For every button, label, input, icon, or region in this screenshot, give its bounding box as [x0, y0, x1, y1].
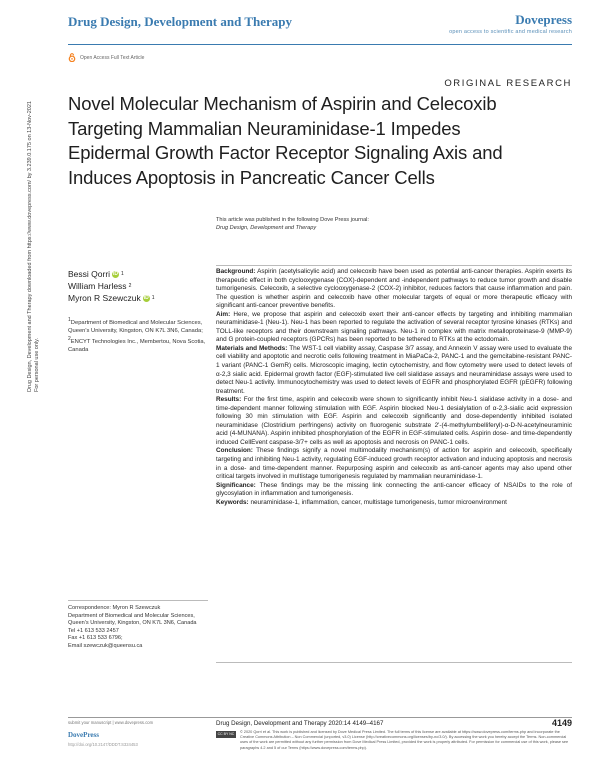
personal-use-line: For personal use only. [34, 337, 41, 392]
author [68, 268, 155, 280]
correspondence-author: Correspondence: Myron R Szewczuk [68, 605, 161, 611]
author [68, 292, 155, 304]
abstract-bottom-divider [216, 662, 572, 663]
orcid-icon[interactable]: iD [113, 270, 119, 277]
dovepress-logo[interactable]: DovePress [68, 731, 99, 739]
author [68, 280, 155, 292]
abstract-conclusion: Conclusion: These findings signify a novel multimodality mechanism(s) of action for aspirin and celecoxib, specifically targeting and inhibiting Neu-1 activity, regulating EGF-induced growth receptor activation and inducing apoptosis and necrosis in a dose- and time-dependent manner. Repurposing aspirin and celecoxib as anti-cancer agents may also upend other critical targets involved in multistage tumorigenesis regulated by mammalian neuraminidase-1. [216, 447, 572, 481]
title-line: Novel Molecular Mechanism of Aspirin and Celecoxib [68, 93, 497, 114]
published-note-line: This article was published in the following Dove Press journal: [216, 217, 369, 223]
abstract-significance: Significance: These findings may be the missing link connecting the anti-cancer efficacy of NSAIDs to the role of glycosylation in inflammation and tumorigenesis. [216, 481, 572, 498]
abstract-results: Results: For the first time, aspirin and celecoxib were shown to significantly inhibit Neu-1 sialidase activity in a dose- and time-dependent manner following stimulation with EGF. Aspirin blocked Neu-1 desialylation of α-2,3-sialic acid expression following 30 min stimulation with EGF. Aspirin and celecoxib significantly and dose-dependently inhibited isolated neuraminidase (Clostridium perfringens) activity on fluorogenic substrate 2'-(4-methylumbelliferyl)-α-D-N-acetylneuraminic acid (4-MUNANA). Aspirin inhibited phosphorylation of the EGFR in EGF-stimulated cells. Aspirin dose- and time-dependently induced CellEvent caspase-3/7+ cells as well as apoptosis and necrosis on PANC-1 cells. [216, 396, 572, 446]
published-journal: Drug Design, Development and Therapy [216, 225, 317, 231]
affiliation-1: 1Department of Biomedical and Molecular Sciences, Queen's University, Kingston, ON K7L 3N6, Canada; [68, 317, 203, 334]
header-divider [68, 44, 572, 45]
open-access-label [68, 53, 144, 62]
author-name: William Harless [68, 281, 127, 292]
publisher-logo[interactable]: Dovepress [515, 12, 572, 27]
author-affiliation-mark: 1 [121, 271, 124, 277]
article-title [68, 92, 572, 190]
author-list [68, 268, 155, 305]
correspondence-fax: Fax +1 613 533 6796; [68, 635, 123, 642]
abstract-methods: Materials and Methods: The WST-1 cell viability assay, Caspase 3/7 assay, and Annexin V assay were used to evaluate the cell viability and apoptotic and necrotic cells following treatment in MiaPaCa-2, PANC-1 and the gemcitabine-resistant PANC-1 variant (PANC-1 GemR) cells. Microscopic imaging, lectin cytochemistry, and flow cytometry were used to detect levels of α-2,3 sialic acid. Epidermal growth factor (EGF)-stimulated live cell sialidase assays and neuraminidase assays were used to detect Neu-1 activity. Immunocytochemistry was used to detect levels of EGFR and phosphorylated EGFR (pEGFR) following treatment. [216, 344, 572, 395]
author-affiliation-mark: 2 [128, 283, 132, 290]
doi-link[interactable]: http://doi.org/10.2147/DDDT.S324453 [68, 742, 138, 747]
cc-license-icon[interactable]: CC BY NC [217, 732, 235, 736]
correspondence-divider [68, 600, 208, 601]
article-type: ORIGINAL RESEARCH [444, 78, 572, 89]
publisher-tagline: open access to scientific and medical research [449, 29, 572, 35]
affiliation-2: 2ENCYT Technologies Inc., Membertou, Nova Scotia, Canada [68, 335, 206, 353]
author-name: Myron R Szewczuk [68, 293, 141, 304]
license-text: © 2020 Qorri et al. This work is published and licensed by Dove Medical Press Limited. The full terms of this license are available at https://www.dovepress.com/terms.php and incorporate the Creative Commons Attribution – Non Commercial (unported, v3.0) License (http://creativecommons.org/licenses/by-nc/3.0/). By accessing the work you hereby accept the Terms. Non-commercial uses of the work are permitted without any further permission from Dove Medical Press Limited, provided the work is properly attributed. For permission for commercial use of this work, please see paragraphs 4.2 and 5 of our Terms (https://www.dovepress.com/terms.php). [240, 730, 569, 750]
orcid-icon[interactable]: iD [143, 295, 149, 301]
abstract-keywords: Keywords: neuraminidase-1, inflammation, cancer, multistage tumorigenesis, tumor microenvironment [216, 498, 507, 506]
page-number: 4149 [551, 718, 572, 728]
abstract-background: Background: Aspirin (acetylsalicylic acid) and celecoxib have been used as potential anti-cancer therapies. Aspirin exerts its therapeutic effect in both cyclooxygenase (COX)-dependent and -independent pathways to reduce tumor growth and disable tumorigenesis. Celecoxib, a selective cyclooxygenase-2 (COX-2) inhibitor, reduces factors that cause inflammation and pain. The question is whether aspirin and celecoxib have other molecular targets of equal or more therapeutic efficacy with significant anti-cancer preventive benefits. [216, 268, 572, 310]
author-affiliation-mark: 1 [151, 295, 155, 302]
abstract-aim: Aim: Here, we propose that aspirin and celecoxib exert their anti-cancer effects by targeting and inhibiting mammalian neuraminidase-1 (Neu-1). Neu-1 has been reported to regulate the activation of several receptor tyrosine kinases (RTKs) and TOLL-like receptors and their downstream signaling pathways. Neu-1 in complex with matrix metalloproteinase-9 (MMP-9) and G protein-coupled receptors (GPCRs) has been reported to be tethered to RTKs at the ectodomain. [216, 310, 572, 344]
author-name: Bessi Qorri [68, 269, 111, 279]
journal-title: Drug Design, Development and Therapy [68, 14, 293, 29]
affiliations [68, 316, 208, 354]
download-watermark [27, 92, 42, 392]
correspondence-email[interactable]: Email szewczuk@queensu.ca [68, 642, 143, 649]
abstract [216, 268, 572, 507]
open-access-text: Open Access Full Text Article [80, 54, 145, 61]
correspondence [68, 605, 208, 651]
submit-manuscript-link[interactable]: submit your manuscript | www.dovepress.com [68, 720, 154, 725]
correspondence-tel: Tel +1 613 533 2457 [68, 627, 119, 634]
correspondence-address: Department of Biomedical and Molecular Sciences, Queen's University, Kingston, ON K7L 3N6, Canada [68, 612, 197, 627]
footer-divider [68, 717, 572, 718]
abstract-top-divider [216, 265, 572, 266]
title-line: Induces Apoptosis in Pancreatic Cancer Cells [68, 166, 435, 188]
title-line: Epidermal Growth Factor Receptor Signaling Axis and [68, 142, 503, 164]
title-line: Targeting Mammalian Neuraminidase-1 Impedes [68, 117, 461, 139]
open-access-lock-icon [68, 53, 76, 62]
published-note [216, 216, 369, 232]
download-line: Drug Design, Development and Therapy downloaded from https://www.dovepress.com/ by 3.239.0.175 on 13-Nov-2021 [27, 101, 33, 392]
footer-citation: Drug Design, Development and Therapy 2020:14 4149–4167 [216, 720, 384, 727]
